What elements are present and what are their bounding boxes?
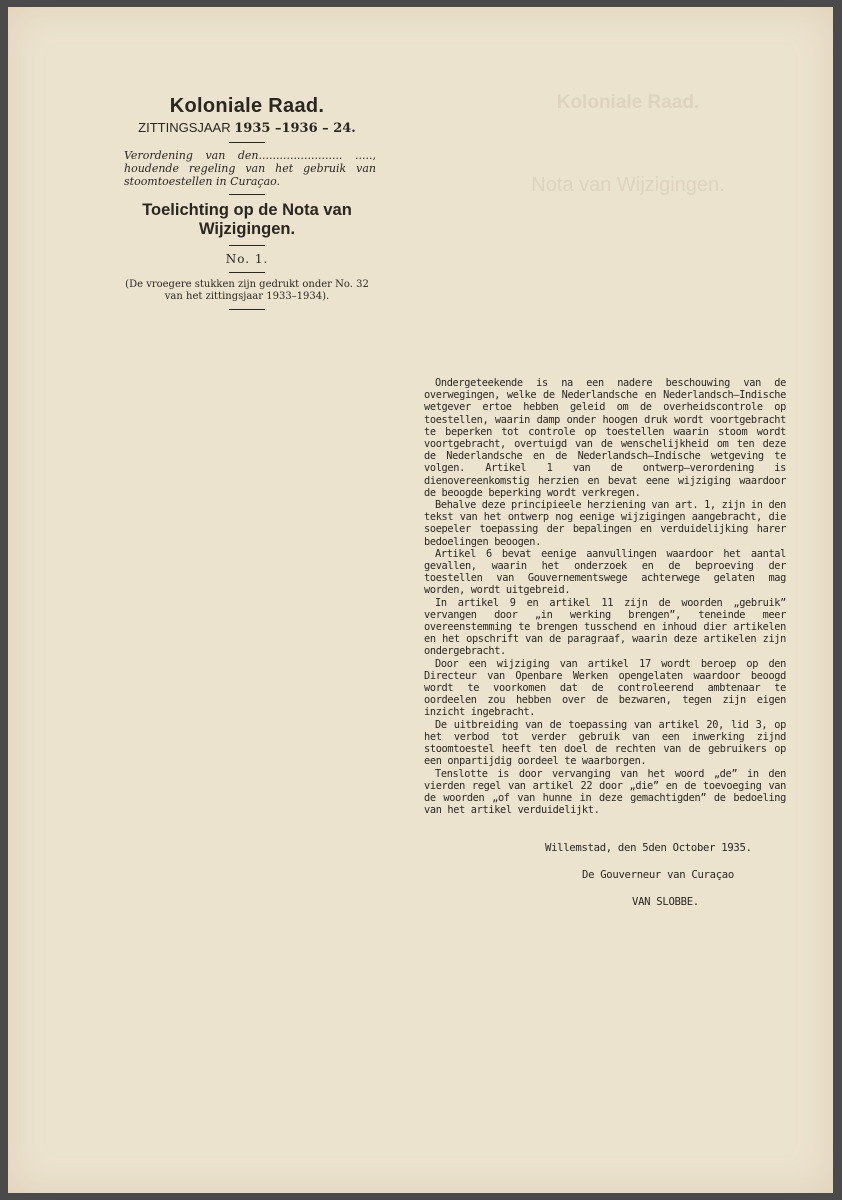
session-label: ZITTINGSJAAR (138, 120, 231, 135)
ghost-heading: Nota van Wijzigingen. (531, 174, 725, 196)
divider (229, 142, 265, 143)
reference-note: (De vroegere stukken zijn gedrukt onder No. 32 van het zittingsjaar 1933–1934). (125, 279, 369, 302)
governor-role: De Gouverneur van Curaçao (582, 869, 734, 881)
session-years: 1935 –1936 – 24. (234, 121, 356, 136)
document-page (8, 7, 833, 1193)
divider (229, 194, 265, 195)
document-number: No. 1. (225, 252, 269, 266)
paragraph: Tenslotte is door vervanging van het woord „de” in den vierden regel van artikel 22 door „die” en de toevoeging van de woorden „of van hunne in deze gemachtigden” de bedoeling van het artikel verduidelijkt. (424, 767, 786, 817)
divider (229, 272, 265, 273)
paragraph: De uitbreiding van de toepassing van artikel 20, lid 3, op het verbod tot verder gebruik van een inwerking zijnd stoomtoestel heeft ten doel de rechten van de gebruikers op een onpartijdig oordeel te waarborgen. (424, 718, 786, 768)
paragraph: Artikel 6 bevat eenige aanvullingen waardoor het aantal gevallen, waarin het onderzoek en de beproeving der toestellen van Gouvernementswege achterwege gelaten mag worden, wordt uitgebreid. (424, 547, 786, 597)
paragraph: Behalve deze principieele herziening van art. 1, zijn in den tekst van het ontwerp nog eenige wijzigingen aangebracht, die soepeler toepassing der bepalingen en verduidelijking harer bedoelingen beoogen. (424, 499, 786, 548)
paragraph: Door een wijziging van artikel 17 wordt beroep op den Directeur van Openbare Werken opengelaten waardoor beoogd wordt te voorkomen dat de controleerend ambtenaar te oordeelen zou hebben over de bezwaren, tegen zijn eigen inzicht ingebracht. (424, 657, 786, 719)
divider (229, 245, 265, 246)
divider (229, 309, 265, 310)
document-header (118, 95, 376, 316)
ghost-title: Koloniale Raad. (556, 92, 700, 113)
council-title: Koloniale Raad. (169, 95, 325, 117)
session-line (118, 120, 376, 136)
paragraph: Ondergeteekende is na een nadere beschouwing van de overwegingen, welke de Nederlandsche en Nederlandsch–Indische wetgever ertoe hebben geleid om de overheidscontrole op toestellen, waarin damp onder hoogen druk wordt voortgebracht te beperken tot controle op toestellen waarin stoom wordt voortgebracht, overtuigd van de wenschelijkheid om ten deze de Nederlandsche en de Nederlandsch–Indische wetgeving te volgen. Artikel 1 van de ontwerp–verordening is dienovereenkomstig herzien en bevat eene wijziging waardoor de beoogde beperking wordt verkregen. (424, 377, 786, 499)
document-heading: Toelichting op de Nota van Wijzigingen. (142, 201, 352, 238)
explanation-body (424, 377, 786, 816)
paragraph: In artikel 9 en artikel 11 zijn de woorden „gebruik” vervangen door „in werking brengen”, teneinde meer overeenstemming te brengen tusschend en inhoud dier artikelen en het opschrift van de paragraaf, waarin deze artikelen zijn ondergebracht. (424, 596, 786, 658)
bleed-through-text (478, 92, 778, 197)
place-date: Willemstad, den 5den October 1935. (545, 842, 752, 854)
signature: VAN SLOBBE. (632, 896, 699, 908)
ordinance-subject: Verordening van den........................ ....., houdende regeling van het gebruik van stoomtoestellen in Curaçao. (124, 149, 376, 188)
